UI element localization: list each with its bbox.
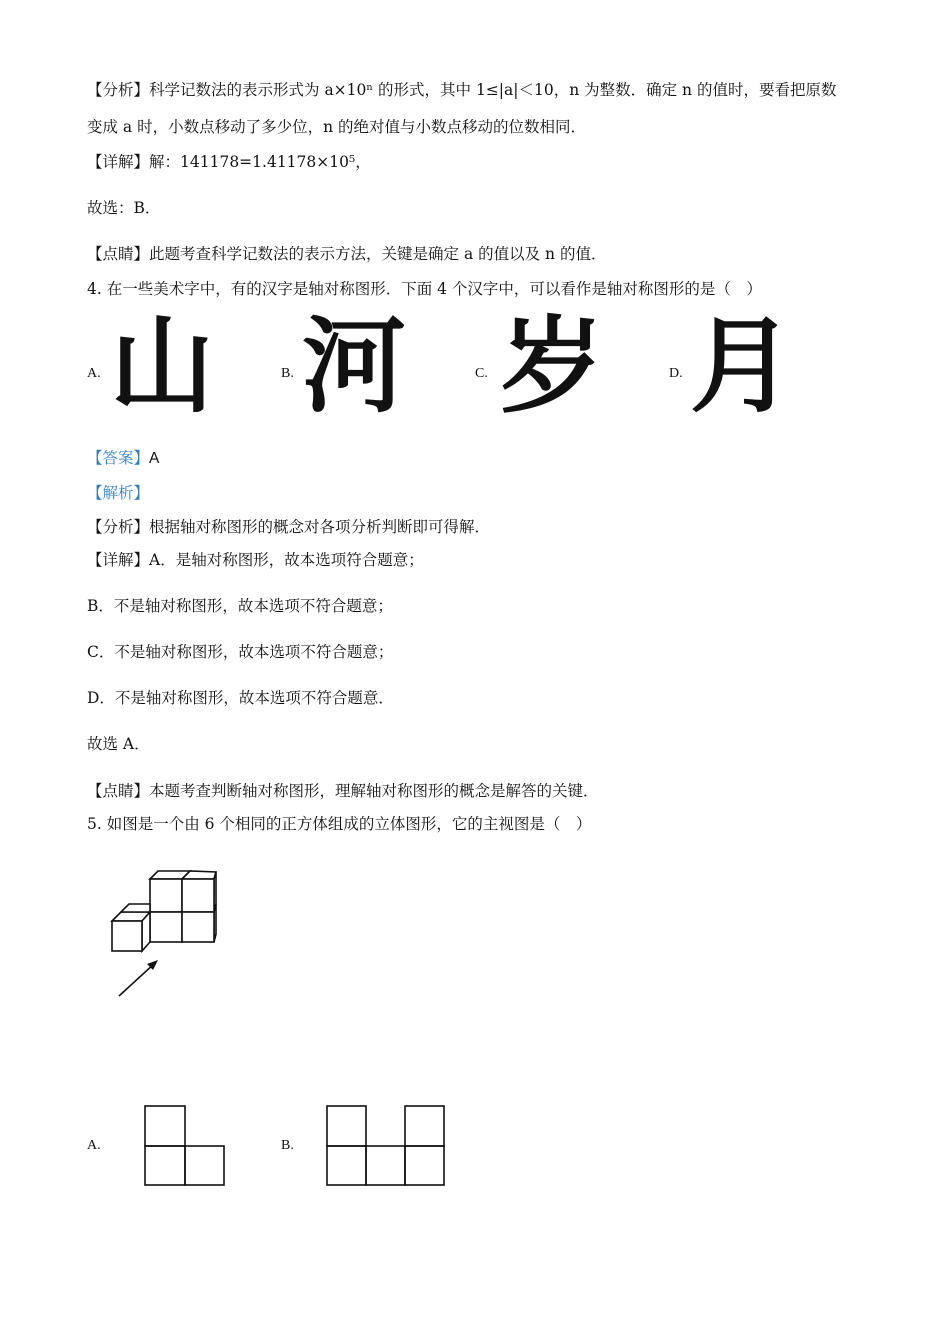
analysis-text: 科学记数法的表示形式为 a×10ⁿ 的形式，其中 1≤|a|＜10，n 为整数．确定 n 的值时，要看把原数 [149,81,837,99]
q4-explain-label: 【解析】 [87,484,150,502]
q5-cube-figure [105,866,235,1006]
q4-comment [87,781,599,801]
analysis-label: 【分析】 [87,81,150,99]
detail-label: 【详解】 [87,153,150,171]
q3-analysis-line1 [87,80,836,100]
analysis-text: 根据轴对称图形的概念对各项分析判断即可得解． [149,518,491,536]
analysis-label: 【分析】 [87,518,150,536]
detail-text: A．是轴对称图形，故本选项符合题意； [149,551,424,569]
q4-option-d-char: 月 [690,305,795,427]
q4-option-b-letter: B. [281,366,294,381]
q4-option-c-letter: C. [475,366,488,381]
q3-detail [87,152,371,172]
q4-detail-c: C．不是轴对称图形，故本选项不符合题意； [87,643,394,661]
q5-option-a-letter: A. [87,1138,101,1153]
q4-stem: 4. 在一些美术字中，有的汉字是轴对称图形．下面 4 个汉字中，可以看作是轴对称图形的是（ ） [87,280,762,298]
q4-detail-d: D．不是轴对称图形，故本选项不符合题意． [87,689,394,707]
q3-analysis-line2: 变成 a 时，小数点移动了多少位，n 的绝对值与小数点移动的位数相同． [87,118,587,136]
q4-detail-a [87,550,424,570]
q4-option-d-letter: D. [669,366,683,381]
answer-value: A [149,450,160,467]
comment-label: 【点睛】 [87,245,150,263]
q4-option-c-char: 岁 [500,305,605,427]
q4-option-b-char: 河 [302,305,407,427]
answer-label: 【答案】 [87,449,150,467]
q3-comment [87,244,606,264]
q4-option-a-letter: A. [87,366,101,381]
q5-view-arrow [119,963,155,996]
detail-text: 解：141178=1.41178×10⁵， [149,153,371,171]
detail-label: 【详解】 [87,551,150,569]
comment-text: 本题考查判断轴对称图形，理解轴对称图形的概念是解答的关键． [149,782,599,800]
q5-option-a-figure [144,1105,226,1187]
comment-text: 此题考查科学记数法的表示方法，关键是确定 a 的值以及 n 的值． [149,245,607,263]
q4-detail-b: B．不是轴对称图形，故本选项不符合题意； [87,597,393,615]
q4-answer [87,448,159,469]
q5-option-b-letter: B. [281,1138,294,1153]
q3-choice: 故选：B． [87,199,161,217]
comment-label: 【点睛】 [87,782,150,800]
q4-choice: 故选 A． [87,735,150,753]
q5-option-b-figure [326,1105,446,1187]
q4-analysis [87,517,490,537]
q4-option-a-char: 山 [110,305,215,427]
q5-stem: 5. 如图是一个由 6 个相同的正方体组成的立体图形，它的主视图是（ ） [87,815,592,833]
